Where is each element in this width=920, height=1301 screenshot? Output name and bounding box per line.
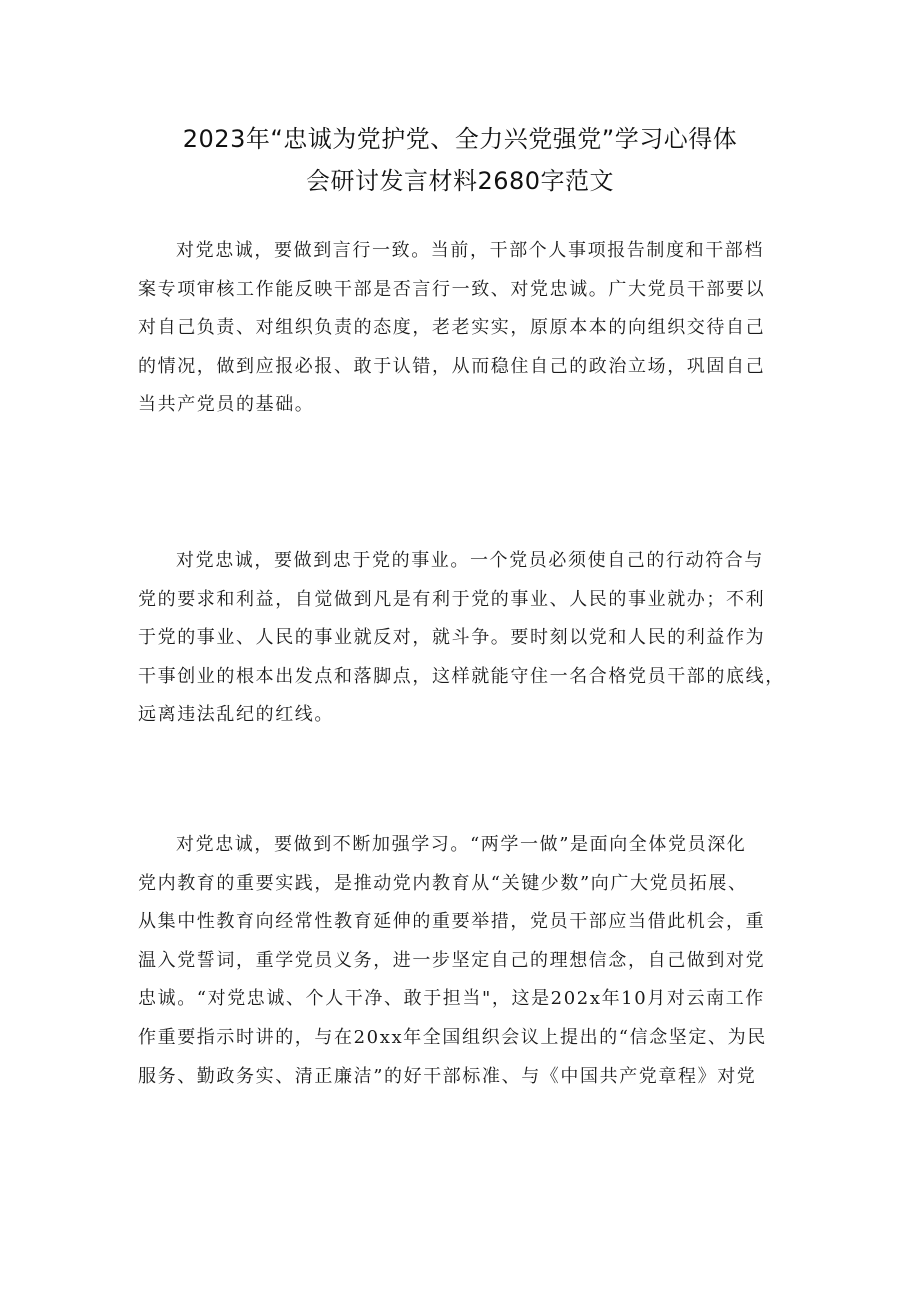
title-line-1: 2023年“忠诚为党护党、全力兴党强党”学习心得体 — [182, 125, 738, 153]
paragraph-line: 对党忠诚，要做到言行一致。当前，干部个人事项报告制度和干部档 — [176, 240, 764, 261]
paragraph-line: 对党忠诚，要做到忠于党的事业。一个党员必须使自己的行动符合与 — [176, 550, 764, 571]
paragraph-line: 当共产党员的基础。 — [138, 394, 315, 416]
paragraph-line: 对自己负责、对组织负责的态度，老老实实，原原本本的向组织交待自己 — [138, 317, 766, 339]
paragraph-line: 温入党誓词，重学党员义务，进一步坚定自己的理想信念，自己做到对党 — [138, 949, 766, 971]
paragraph-2 — [138, 542, 798, 735]
paragraph-line: 从集中性教育向经常性教育延伸的重要举措，党员干部应当借此机会，重 — [138, 911, 766, 933]
paragraph-line: 服务、勤政务实、清正廉洁”的好干部标准、与《中国共产党章程》对党 — [138, 1065, 757, 1087]
paragraph-line: 党内教育的重要实践，是推动党内教育从“关键少数”向广大党员拓展、 — [138, 872, 748, 894]
title-line-2: 会研讨发言材料2680字范文 — [305, 167, 615, 195]
document-title — [80, 118, 840, 202]
paragraph-line: 于党的事业、人民的事业就反对，就斗争。要时刻以党和人民的利益作为 — [138, 627, 766, 649]
paragraph-line: 干事创业的根本出发点和落脚点，这样就能守住一名合格党员干部的底线， — [138, 665, 785, 687]
paragraph-line: 忠诚。“对党忠诚、个人干净、敢于担当"，这是202x年10月对云南工作 — [138, 988, 765, 1010]
paragraph-3 — [138, 826, 798, 1096]
paragraph-line: 对党忠诚，要做到不断加强学习。“两学一做”是面向全体党员深化 — [176, 834, 747, 855]
paragraph-1 — [138, 232, 798, 425]
paragraph-line: 作重要指示时讲的，与在20xx年全国组织会议上提出的“信念坚定、为民 — [138, 1026, 767, 1048]
paragraph-line: 党的要求和利益，自觉做到凡是有利于党的事业、人民的事业就办；不利 — [138, 588, 766, 610]
paragraph-line: 的情况，做到应报必报、敢于认错，从而稳住自己的政治立场，巩固自己 — [138, 355, 766, 377]
paragraph-line: 远离违法乱纪的红线。 — [138, 704, 334, 726]
paragraph-line: 案专项审核工作能反映干部是否言行一致、对党忠诚。广大党员干部要以 — [138, 278, 766, 300]
